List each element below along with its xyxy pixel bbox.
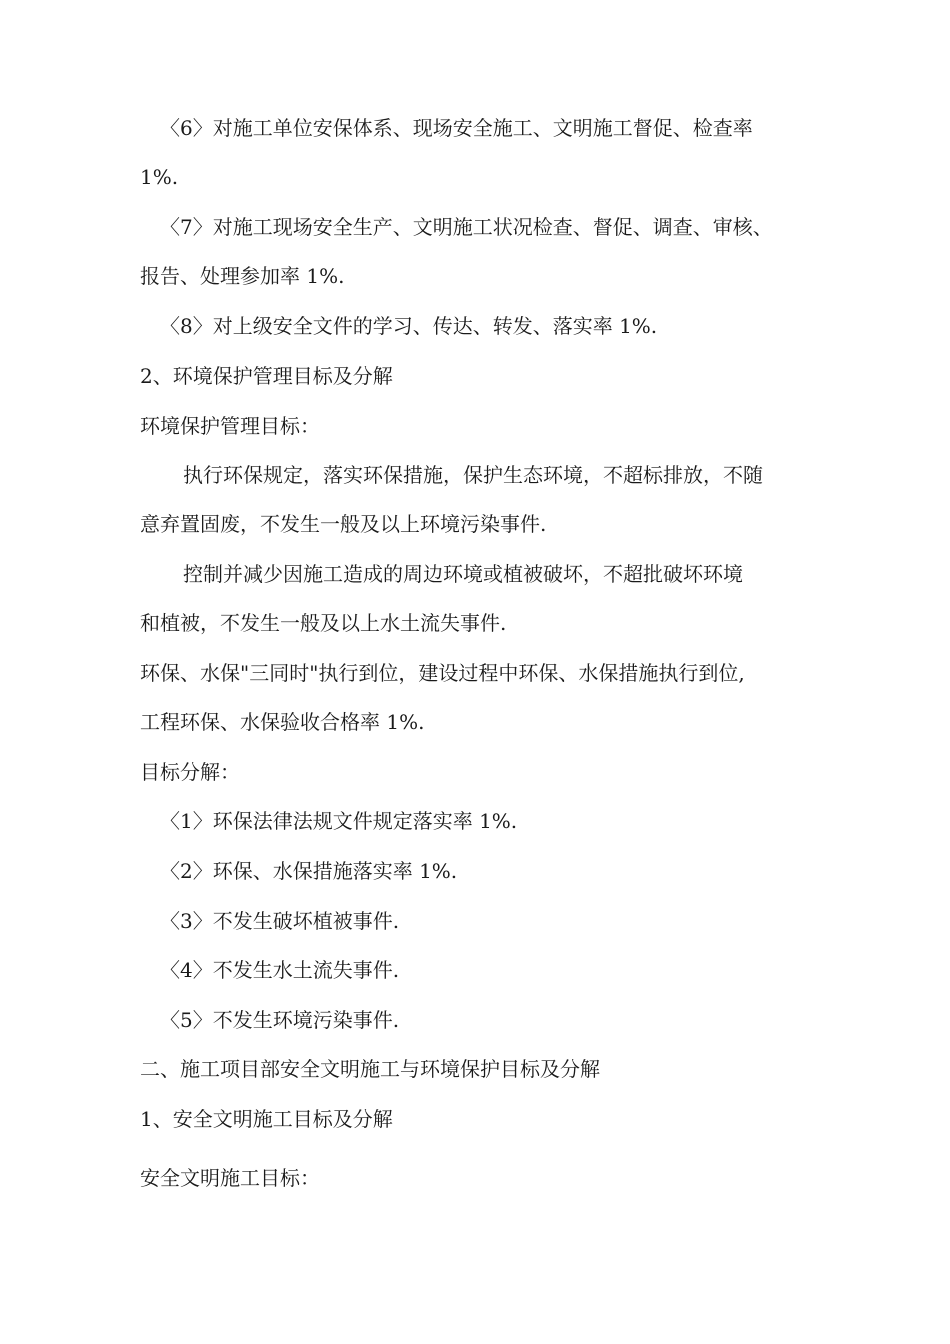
subheading: 目标分解： — [140, 760, 240, 784]
paragraph-line: 控制并减少因施工造成的周边环境或植被破坏，不超批破坏环境 — [183, 562, 743, 586]
list-item-7: 〈7〉对施工现场安全生产、文明施工状况检查、督促、调查、审核、 — [160, 215, 773, 239]
list-item-4: 〈4〉不发生水土流失事件. — [160, 958, 400, 982]
section-heading: 2、环境保护管理目标及分解 — [140, 364, 393, 388]
list-item-6-continuation: 1%. — [140, 165, 179, 189]
paragraph-line: 意弃置固废，不发生一般及以上环境污染事件. — [140, 512, 547, 536]
paragraph-line: 工程环保、水保验收合格率 1%. — [140, 710, 425, 734]
list-item-2: 〈2〉环保、水保措施落实率 1%. — [160, 859, 458, 883]
section-heading: 1、安全文明施工目标及分解 — [140, 1107, 393, 1131]
list-item-8: 〈8〉对上级安全文件的学习、传达、转发、落实率 1%. — [160, 314, 658, 338]
list-item-6: 〈6〉对施工单位安保体系、现场安全施工、文明施工督促、检查率 — [160, 116, 753, 140]
list-item-5: 〈5〉不发生环境污染事件. — [160, 1008, 400, 1032]
subheading: 安全文明施工目标： — [140, 1166, 320, 1190]
section-heading: 二、施工项目部安全文明施工与环境保护目标及分解 — [140, 1057, 600, 1081]
paragraph-line: 执行环保规定，落实环保措施，保护生态环境，不超标排放，不随 — [183, 463, 763, 487]
list-item-7-continuation: 报告、处理参加率 1%. — [140, 264, 345, 288]
list-item-1: 〈1〉环保法律法规文件规定落实率 1%. — [160, 809, 518, 833]
paragraph-line: 环保、水保"三同时"执行到位，建设过程中环保、水保措施执行到位, — [140, 661, 745, 685]
subheading: 环境保护管理目标： — [140, 414, 320, 438]
list-item-3: 〈3〉不发生破坏植被事件. — [160, 909, 400, 933]
paragraph-line: 和植被，不发生一般及以上水土流失事件. — [140, 611, 507, 635]
